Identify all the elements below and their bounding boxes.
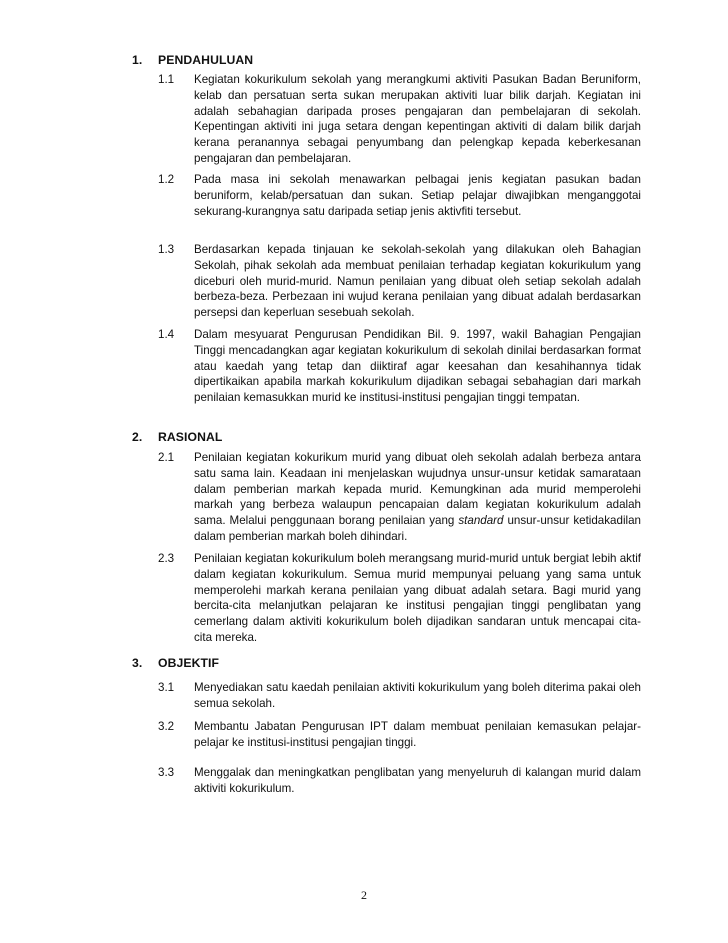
paragraph-text xyxy=(194,450,641,545)
section-number: 2. xyxy=(132,430,143,444)
paragraph-text: Kegiatan kokurikulum sekolah yang merangkumi aktiviti Pasukan Badan Beruniform, kelab dan persatuan serta sukan merupakan aktiviti luar bilik darjah. Kegiatan ini adalah sebahagian daripada proses pengajaran dan pembelajaran di sekolah. Kepentingan aktiviti ini juga setara dengan kepentingan aktiviti di dalam bilik darjah kerana peranannya sebagai penyumbang dan pelengkap kepada keberkesanan pengajaran dan pembelajaran. xyxy=(194,73,641,165)
paragraph-text-part: Penilaian kegiatan kokurikum murid yang dibuat oleh sekolah adalah berbeza antara satu sama lain. Keadaan ini menjelaskan wujudnya unsur-unsur ketidak samarataan dalam pemberian markah kepada murid. Kemungkinan ada murid memperolehi markah yang berbeza walaupun pencapaian dalam kegiatan kokurikulum adalah sama. Melalui penggunaan borang penilaian yang xyxy=(194,451,641,528)
section-number: 1. xyxy=(132,53,143,67)
section-rasional-heading xyxy=(132,429,652,445)
paragraph-text-part: unsur-unsur ketidakadilan dalam pemberian markah boleh dihindari. xyxy=(194,514,641,543)
paragraph-text: Menyediakan satu kaedah penilaian aktiviti kokurikulum yang boleh diterima pakai oleh semua sekolah. xyxy=(194,681,641,710)
section-title: PENDAHULUAN xyxy=(158,53,254,67)
paragraph-text: Menggalak dan meningkatkan penglibatan yang menyeluruh di kalangan murid dalam aktiviti kokurikulum. xyxy=(194,766,641,795)
paragraph-text: Dalam mesyuarat Pengurusan Pendidikan Bil. 9. 1997, wakil Bahagian Pengajian Tinggi mencadangkan agar kegiatan kokurikulum di sekolah dinilai berdasarkan format atau kaedah yang tetap dan diiktiraf agar keesahan dan kesahihannya tidak dipertikaikan apabila markah kokurikulum dijadikan sebagai sebahagian dari markah penilaian kemasukkan murid ke institusi-institusi pengajian tinggi tempatan. xyxy=(194,328,641,405)
paragraph-number: 3.3 xyxy=(158,766,175,779)
paragraph-emphasis: standard xyxy=(458,514,504,528)
paragraph-number: 3.1 xyxy=(158,681,175,694)
section-number: 3. xyxy=(132,656,143,670)
paragraph-text: Penilaian kegiatan kokurikulum boleh merangsang murid-murid untuk bergiat lebih aktif dalam kegiatan kokurikulum. Semua murid mempunyai peluang yang sama untuk memperolehi markah kerana penilaian yang dibuat adalah setara. Bagi murid yang bercita-cita melanjutkan pelajaran ke institusi pengajian tinggi penglibatan yang cemerlang dalam aktiviti kokurikulum boleh dijadikan sandaran untuk mencapai cita-cita mereka. xyxy=(194,552,641,644)
paragraph-text: Berdasarkan kepada tinjauan ke sekolah-sekolah yang dilakukan oleh Bahagian Sekolah, pihak sekolah ada membuat penilaian terhadap kegiatan kokurikulum yang diceburi oleh murid-murid. Namun penilaian yang dibuat oleh setiap sekolah adalah berbeza-beza. Perbezaan ini wujud kerana penilaian yang dibuat adalah berdasarkan persepsi dan keperluan sesebuah sekolah. xyxy=(194,243,641,320)
paragraph-number: 1.1 xyxy=(158,73,175,86)
section-title: OBJEKTIF xyxy=(158,656,220,670)
paragraph-number: 3.2 xyxy=(158,720,175,733)
section-objektif-heading xyxy=(132,655,652,671)
paragraph-text: Membantu Jabatan Pengurusan IPT dalam membuat penilaian kemasukan pelajar-pelajar ke institusi-institusi pengajian tinggi. xyxy=(194,720,641,749)
paragraph-number: 1.3 xyxy=(158,243,175,256)
paragraph-number: 2.1 xyxy=(158,451,175,464)
paragraph-number: 1.2 xyxy=(158,173,175,186)
section-title: RASIONAL xyxy=(158,430,223,444)
section-pendahuluan-heading xyxy=(132,52,652,68)
paragraph-text: Pada masa ini sekolah menawarkan pelbagai jenis kegiatan pasukan badan beruniform, kelab/persatuan dan sukan. Setiap pelajar diwajibkan menganggotai sekurang-kurangnya satu daripada setiap jenis aktivfiti tersebut. xyxy=(194,173,641,218)
page-number: 2 xyxy=(361,888,367,902)
paragraph-number: 1.4 xyxy=(158,328,175,341)
paragraph-number: 2.3 xyxy=(158,552,175,565)
